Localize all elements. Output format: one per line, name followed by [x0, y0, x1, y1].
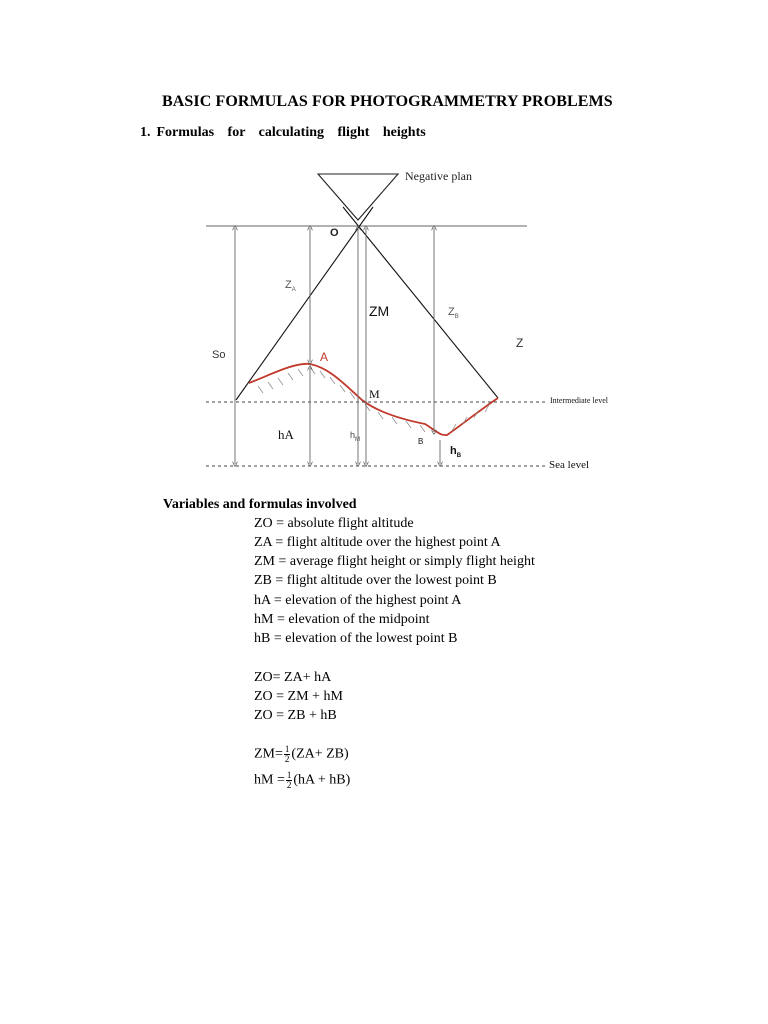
za-sub: A [291, 287, 296, 293]
hm-fraction-numerator: 1 [286, 770, 292, 780]
definition-zo: ZO = absolute flight altitude [254, 516, 414, 531]
m-label: M [369, 387, 380, 401]
z-label: Z [516, 336, 524, 350]
hm-main: h [350, 430, 356, 440]
zb-label [448, 306, 459, 320]
hm-label [350, 430, 360, 443]
page-title: BASIC FORMULAS FOR PHOTOGRAMMETRY PROBLEMS [162, 93, 613, 110]
hm-sub: M [355, 437, 361, 443]
formula-zo-zb: ZO = ZB + hB [254, 708, 337, 723]
hm-fraction-denominator: 2 [286, 780, 292, 790]
hb-label [450, 445, 462, 459]
formula-zo-zm: ZO = ZM + hM [254, 689, 343, 704]
intermediate-level-label: Intermediate level [550, 396, 608, 405]
zm-fraction-denominator: 2 [284, 754, 290, 764]
za-main: Z [285, 279, 292, 291]
hb-sub: B [456, 453, 462, 459]
sea-level-label: Sea level [549, 459, 590, 471]
hm-formula-rhs: (hA + hB) [293, 772, 351, 788]
b-label: B [418, 437, 424, 446]
ray-left [236, 207, 373, 400]
zm-fraction-numerator: 1 [284, 744, 290, 754]
section-label: Formulas for calculating flight heights [156, 125, 426, 140]
zb-main: Z [448, 306, 455, 318]
negative-plan-triangle [318, 174, 398, 220]
definition-hm: hM = elevation of the midpoint [254, 612, 430, 627]
zm-label: ZM [369, 303, 390, 319]
zb-sub: B [454, 314, 459, 320]
formula-zo-za: ZO= ZA+ hA [254, 670, 332, 685]
section-number: 1. [140, 125, 151, 140]
variables-heading: Variables and formulas involved [163, 497, 357, 512]
definition-hb: hB = elevation of the lowest point B [254, 631, 458, 646]
definition-za: ZA = flight altitude over the highest point A [254, 535, 501, 550]
definition-zm: ZM = average flight height or simply flight height [254, 554, 535, 569]
zm-formula-lhs: ZM= [254, 746, 283, 762]
hb-main: h [450, 445, 457, 457]
za-label [285, 279, 296, 293]
hm-formula-lhs: hM = [254, 772, 285, 788]
o-label: O [330, 227, 339, 239]
so-label: So [212, 349, 226, 361]
negative-plan-label: Negative plan [405, 169, 472, 183]
definition-zb: ZB = flight altitude over the lowest point B [254, 573, 497, 588]
formula-zm-average [254, 745, 349, 764]
formula-hm-average [254, 771, 350, 790]
hm-formula-fraction [286, 771, 293, 790]
zm-formula-fraction [284, 745, 291, 764]
a-label: A [320, 350, 329, 364]
zm-formula-rhs: (ZA+ ZB) [291, 746, 349, 762]
ha-label: hA [278, 427, 294, 442]
definition-ha: hA = elevation of the highest point A [254, 593, 462, 608]
